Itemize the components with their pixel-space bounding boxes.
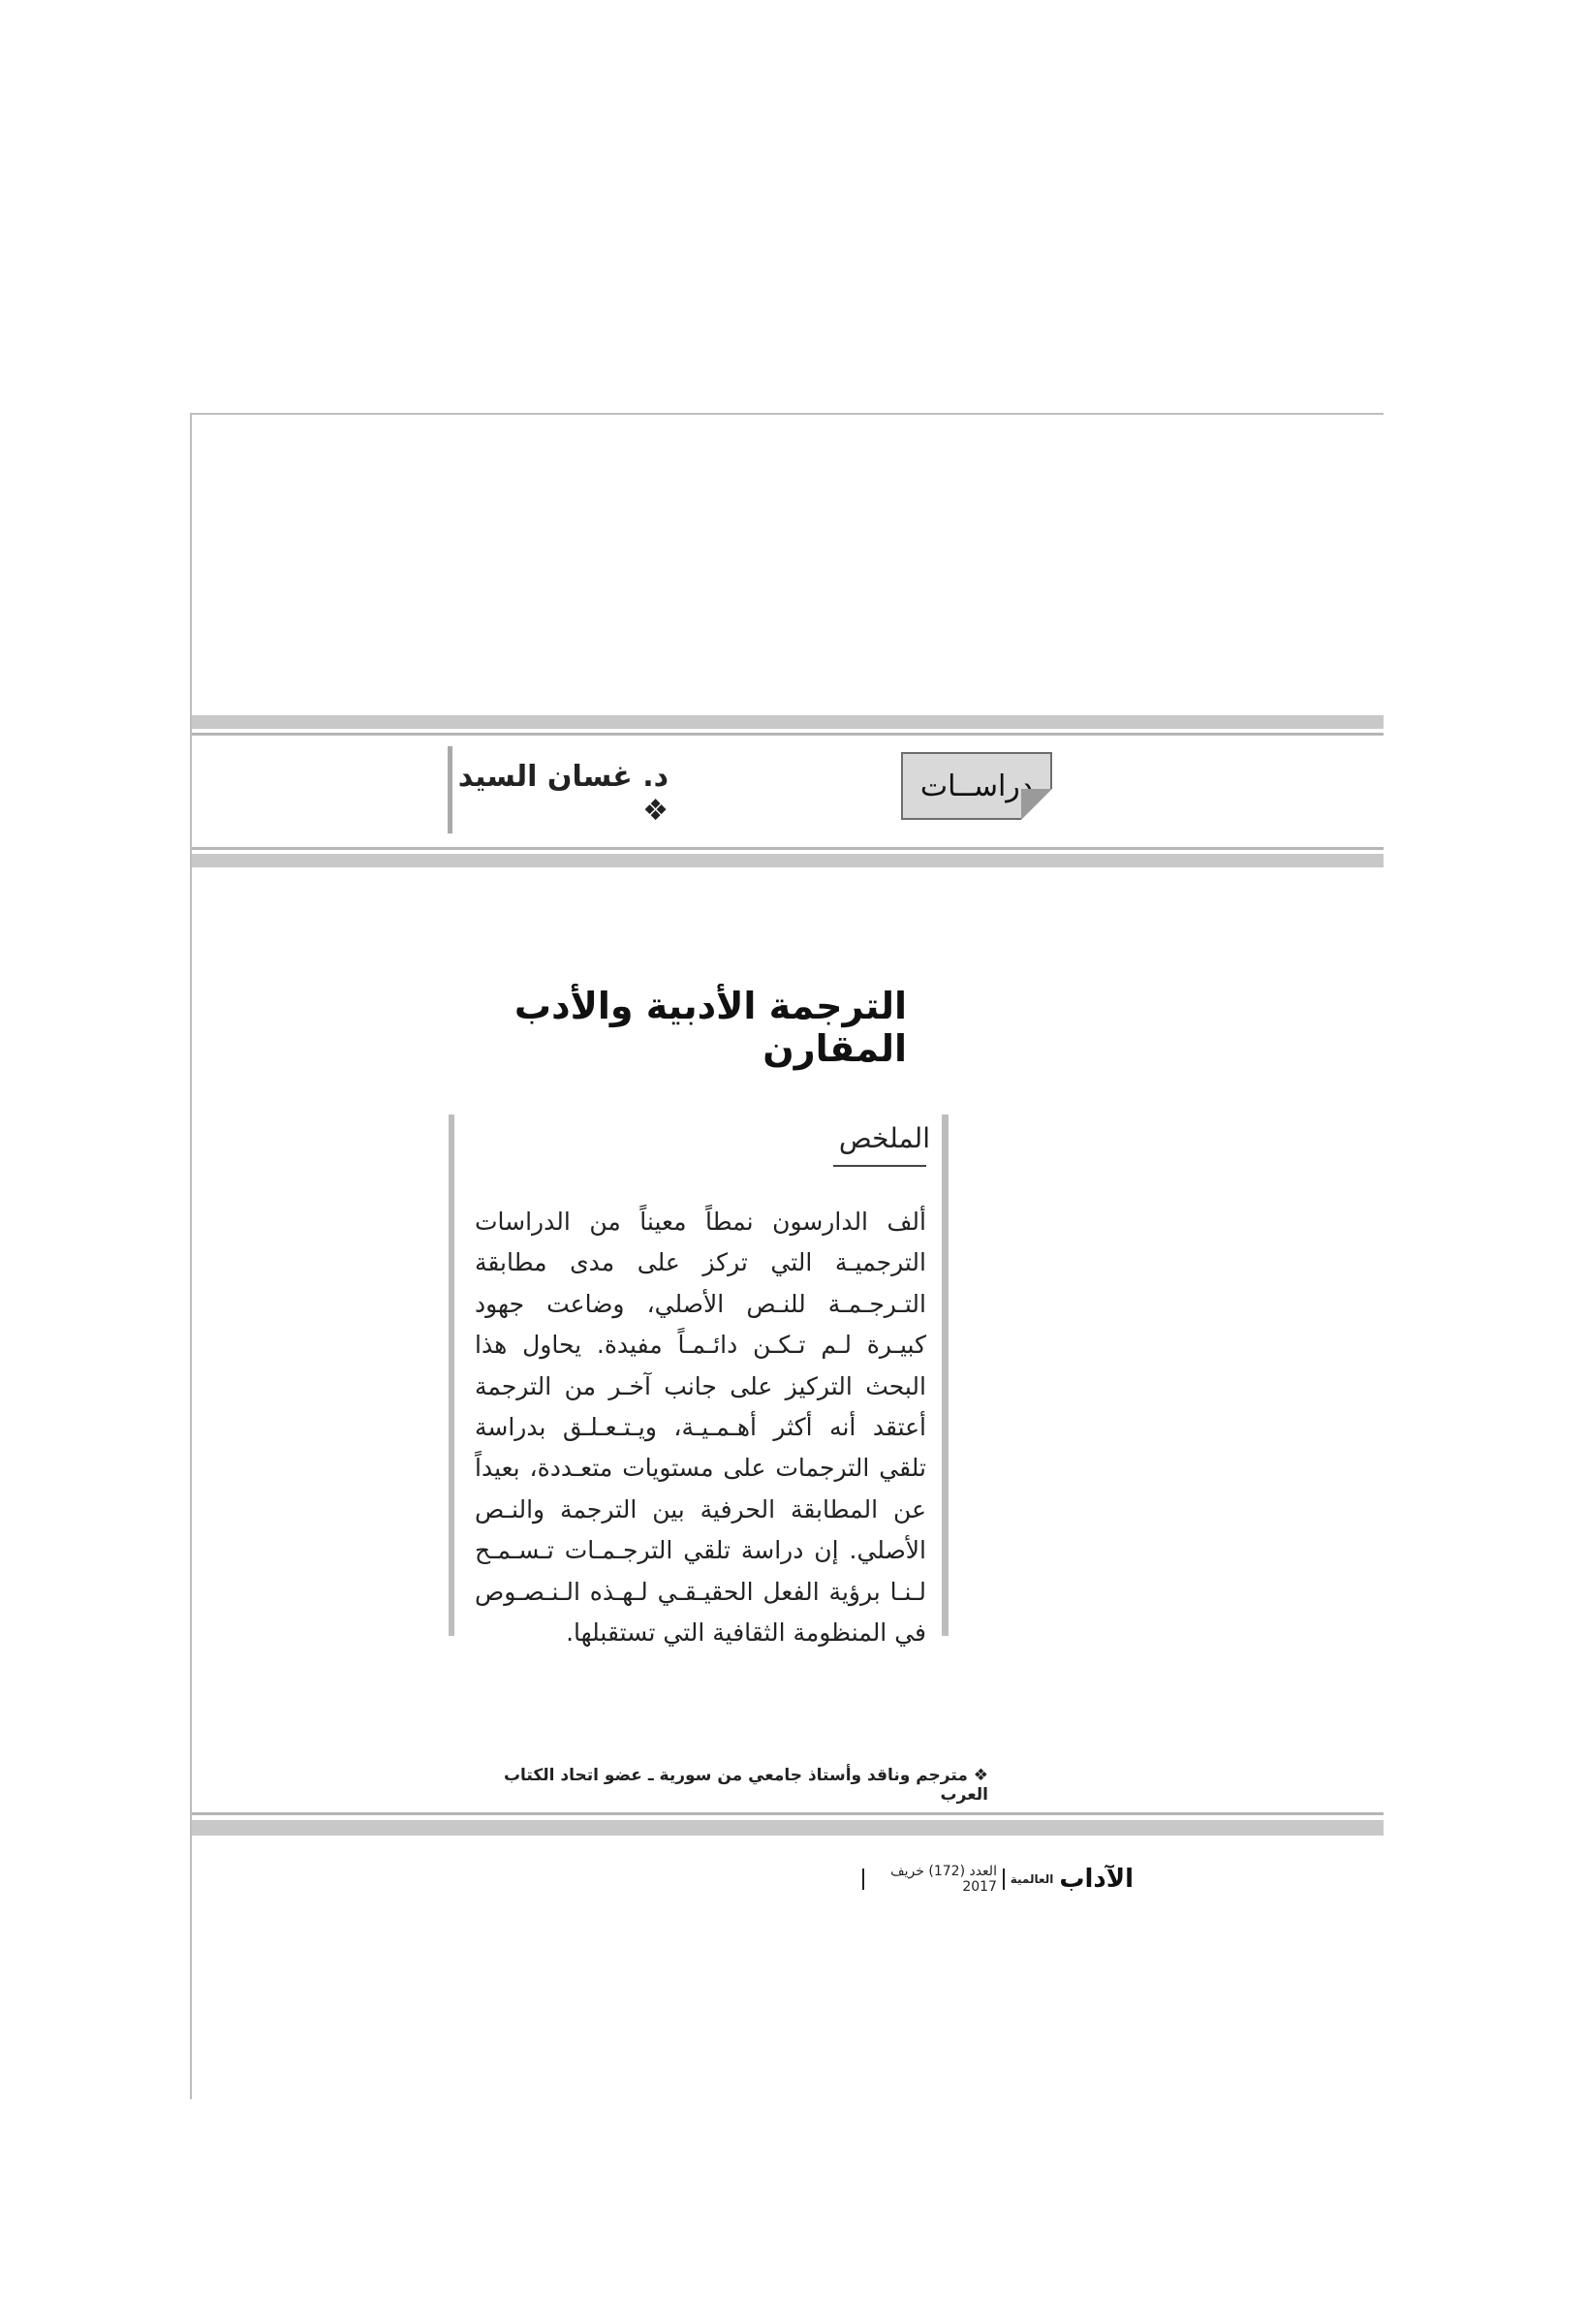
journal-logo-sub: العالمية <box>1010 1872 1054 1886</box>
footer-separator <box>1003 1869 1005 1890</box>
abstract-heading: الملخص <box>838 1122 930 1154</box>
footer-band-thick <box>192 1820 1384 1836</box>
abstract-left-rule <box>449 1115 454 1636</box>
footer-separator-end <box>862 1869 864 1890</box>
header-band-bottom-thick <box>192 854 1384 867</box>
author-divider <box>448 746 452 833</box>
abstract-right-rule <box>942 1115 949 1636</box>
header-band-top-thin <box>192 733 1384 736</box>
page-frame-left-line <box>190 413 192 2099</box>
abstract-body: ألف الدارسون نمطاً معيناً من الدراسات الترجميـة التي تركز على مدى مطابقة التـرجـمـة للنـص الأصلي، وضاعت جهود كبيـرة لـم تـكـن دائـمـاً مفيدة. يحاول هذا البحث التركيز على جانب آخـر من الترجمة أعتقد أنه أكثر أهـمـيـة، ويـتـعـلـق بدراسة تلقي الترجمات على مستويات متعـددة، بعيداً عن المطابقة الحرفية بين الترجمة والنـص الأصلي. إن دراسة تلقي الترجـمـات تـسـمـح لـنـا برؤية الفعل الحقيـقـي لـهـذه الـنـصـوص في المنظومة الثقافية التي تستقبلها. <box>475 1208 926 1648</box>
header-band-bottom-thin <box>192 847 1384 850</box>
page-footer <box>862 1863 1134 1896</box>
section-tag-label: دراســات <box>919 769 1034 803</box>
abstract-heading-underline <box>833 1165 926 1167</box>
footer-band-thin <box>192 1812 1384 1815</box>
author-name: د. غسان السيد ❖ <box>457 760 669 828</box>
section-tag <box>901 752 1052 820</box>
page-frame-top-line <box>190 413 1384 415</box>
header-band-top-thick <box>192 715 1384 729</box>
article-title: الترجمة الأدبية والأدب المقارن <box>513 985 907 1070</box>
author-footnote: ❖ مترجم وناقد وأستاذ جامعي من سورية ـ عضو اتحاد الكتاب العرب <box>503 1766 988 1805</box>
issue-info: العدد (172) خريف 2017 <box>890 1864 997 1895</box>
page-fold-icon <box>1021 789 1052 820</box>
journal-logo: الآداب <box>1059 1865 1134 1894</box>
